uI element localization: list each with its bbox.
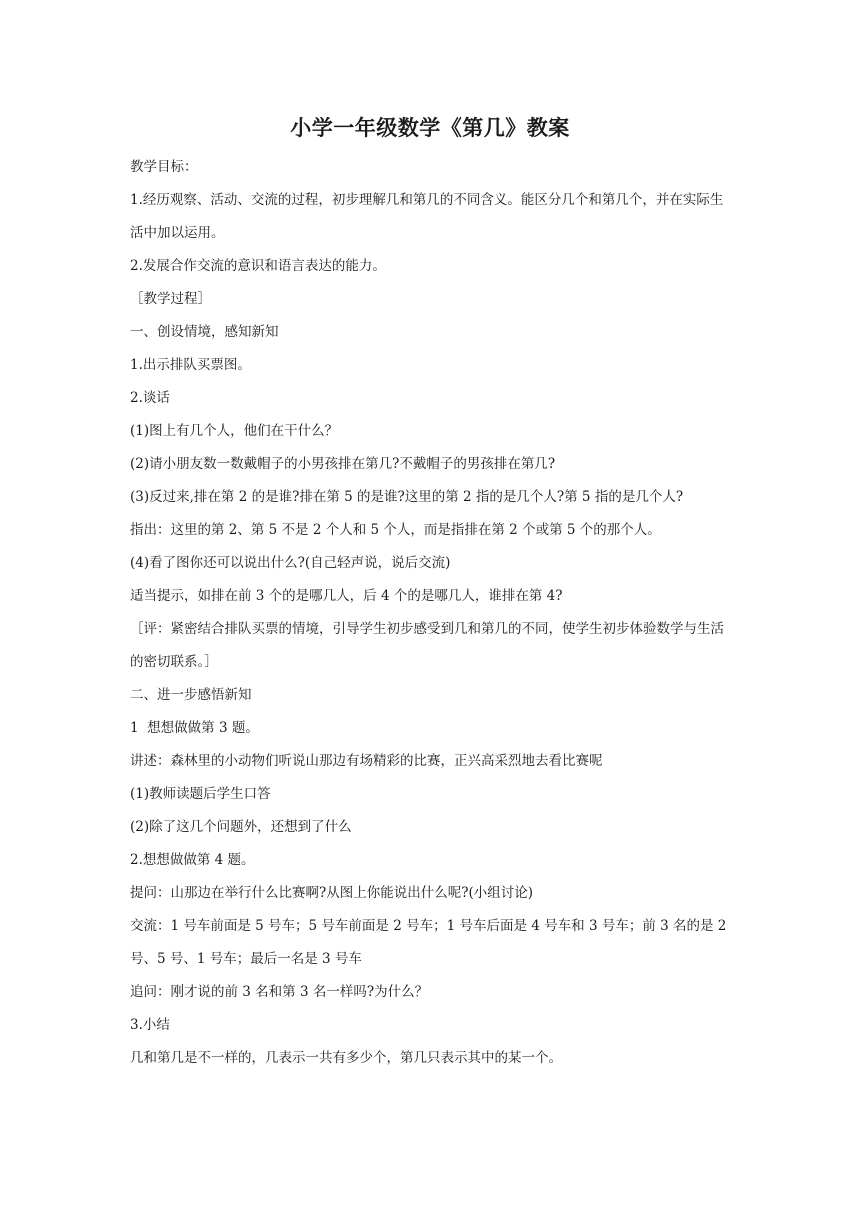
paragraph: (2)除了这几个问题外，还想到了什么 xyxy=(130,819,352,835)
paragraph: 1.出示排队买票图。 xyxy=(130,357,251,373)
paragraph: (3)反过来,排在第 2 的是谁?排在第 5 的是谁?这里的第 2 指的是几个人?第 5 指的是几个人? xyxy=(130,489,684,505)
paragraph: 二、进一步感悟新知 xyxy=(130,687,252,703)
paragraph: 适当提示，如排在前 3 个的是哪几人，后 4 个的是哪几人，谁排在第 4? xyxy=(130,588,563,604)
document-title: 小学一年级数学《第几》教案 xyxy=(290,116,570,140)
paragraph: 2.谈话 xyxy=(130,390,170,406)
paragraph: 讲述：森林里的小动物们听说山那边有场精彩的比赛，正兴高采烈地去看比赛呢 xyxy=(130,753,603,769)
paragraph: (4)看了图你还可以说出什么?(自己轻声说，说后交流) xyxy=(130,555,451,571)
paragraph: (1)图上有几个人，他们在干什么？ xyxy=(130,423,339,439)
paragraph: ［教学过程］ xyxy=(130,291,211,307)
paragraph: 2.想想做做第 4 题。 xyxy=(130,852,255,868)
paragraph: 交流：1 号车前面是 5 号车；5 号车前面是 2 号车；1 号车后面是 4 号车和 3 号车；前 3 名的是 2 号、5 号、1 号车；最后一名是 3 号车 xyxy=(130,918,731,967)
paragraph: 3.小结 xyxy=(130,1017,170,1033)
paragraph: 1.经历观察、活动、交流的过程，初步理解几和第几的不同含义。能区分几个和第几个，并在实际生活中加以运用。 xyxy=(130,192,724,241)
paragraph: 一、创设情境，感知新知 xyxy=(130,324,279,340)
paragraph: 提问：山那边在举行什么比赛啊?从图上你能说出什么呢?(小组讨论) xyxy=(130,885,534,901)
paragraph: 追问：刚才说的前 3 名和第 3 名一样吗?为什么？ xyxy=(130,984,429,1000)
paragraph: (1)教师读题后学生口答 xyxy=(130,786,271,802)
paragraph: (2)请小朋友数一数戴帽子的小男孩排在第几?不戴帽子的男孩排在第几? xyxy=(130,456,556,472)
document-body xyxy=(130,151,732,1075)
paragraph: 指出：这里的第 2、第 5 不是 2 个人和 5 个人，而是指排在第 2 个或第 5 个的那个人。 xyxy=(130,522,661,538)
paragraph: 2.发展合作交流的意识和语言表达的能力。 xyxy=(130,258,386,274)
paragraph: 教学目标： xyxy=(130,159,198,175)
paragraph: ［评：紧密结合排队买票的情境，引导学生初步感受到几和第几的不同，使学生初步体验数学与生活的密切联系。］ xyxy=(130,621,724,670)
paragraph: 1 想想做做第 3 题。 xyxy=(130,720,259,736)
paragraph: 几和第几是不一样的，几表示一共有多少个，第几只表示其中的某一个。 xyxy=(130,1050,562,1066)
